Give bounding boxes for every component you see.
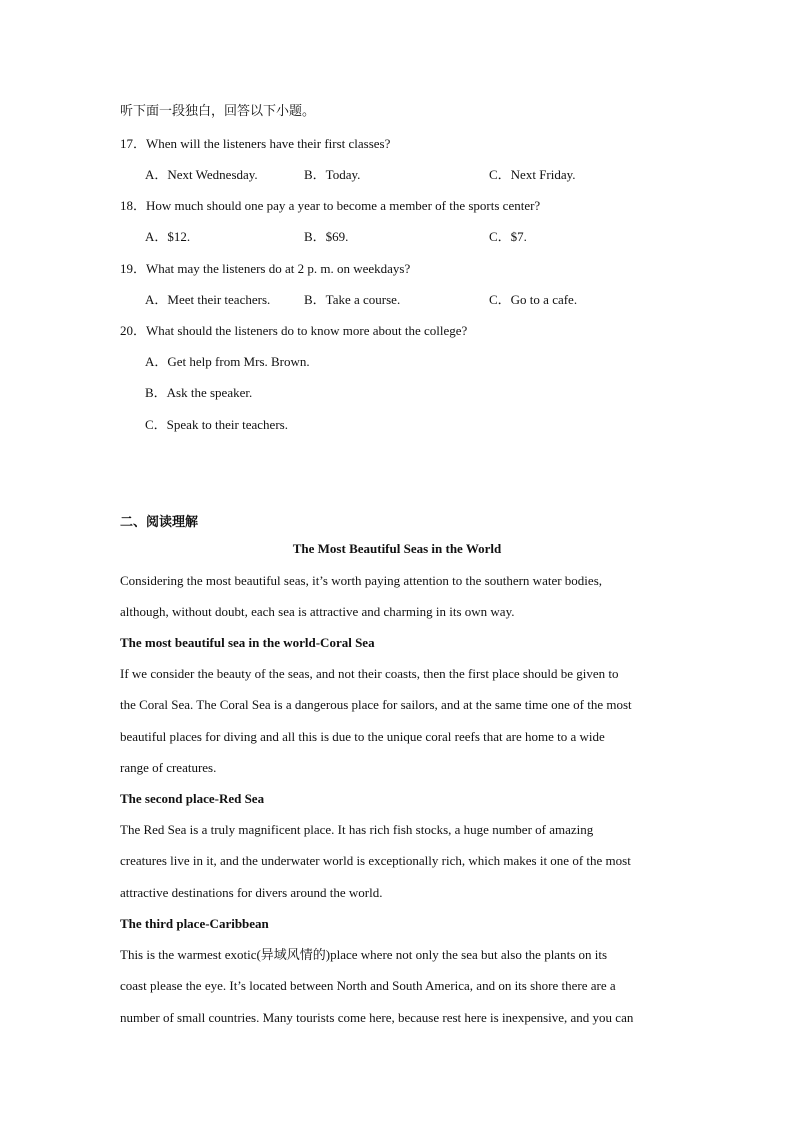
question-20-option-c: C．Speak to their teachers.: [145, 417, 288, 432]
red-sea-heading: The second place-Red Sea: [120, 791, 265, 806]
question-18-option-b: B．$69.: [304, 229, 349, 244]
question-20-stem: 20．What should the listeners do to know more about the college?: [120, 323, 468, 338]
question-18-option-a: A．$12.: [145, 229, 191, 244]
question-19-option-a: A．Meet their teachers.: [145, 292, 271, 307]
question-20-option-a: A．Get help from Mrs. Brown.: [145, 354, 310, 369]
reading-section-heading: 二、阅读理解: [120, 515, 199, 530]
question-19-option-b: B．Take a course.: [304, 292, 401, 307]
question-18-stem: 18．How much should one pay a year to become a member of the sports center?: [120, 198, 541, 213]
question-17-option-b: B．Today.: [304, 167, 361, 182]
question-19-stem: 19．What may the listeners do at 2 p. m. on weekdays?: [120, 261, 411, 276]
coral-sea-line: the Coral Sea. The Coral Sea is a dangerous place for sailors, and at the same time one of the most: [120, 697, 632, 712]
red-sea-line: attractive destinations for divers around the world.: [120, 885, 383, 900]
coral-sea-line: beautiful places for diving and all this is due to the unique coral reefs that are home to a wide: [120, 729, 605, 744]
red-sea-line: The Red Sea is a truly magnificent place. It has rich fish stocks, a huge number of amazing: [120, 822, 594, 837]
question-20-option-b: B．Ask the speaker.: [145, 385, 253, 400]
question-17-option-c: C．Next Friday.: [489, 167, 576, 182]
passage-title: The Most Beautiful Seas in the World: [292, 541, 502, 556]
question-19-option-c: C．Go to a cafe.: [489, 292, 578, 307]
caribbean-line: This is the warmest exotic(异域风情的)place where not only the sea but also the plants on its: [120, 947, 608, 962]
caribbean-heading: The third place-Caribbean: [120, 916, 269, 931]
coral-sea-line: range of creatures.: [120, 760, 217, 775]
listening-intro: 听下面一段独白，回答以下小题。: [120, 104, 316, 119]
question-17-option-a: A．Next Wednesday.: [145, 167, 258, 182]
red-sea-line: creatures live in it, and the underwater world is exceptionally rich, which makes it one of the most: [120, 853, 631, 868]
caribbean-line: coast please the eye. It’s located between North and South America, and on its shore there are a: [120, 978, 616, 993]
question-17-stem: 17．When will the listeners have their first classes?: [120, 136, 391, 151]
intro-line: although, without doubt, each sea is attractive and charming in its own way.: [120, 604, 515, 619]
coral-sea-line: If we consider the beauty of the seas, and not their coasts, then the first place should be given to: [120, 666, 619, 681]
intro-line: Considering the most beautiful seas, it’s worth paying attention to the southern water bodies,: [120, 573, 602, 588]
caribbean-line: number of small countries. Many tourists come here, because rest here is inexpensive, and you can: [120, 1010, 634, 1025]
question-18-option-c: C．$7.: [489, 229, 527, 244]
coral-sea-heading: The most beautiful sea in the world-Coral Sea: [120, 635, 375, 650]
